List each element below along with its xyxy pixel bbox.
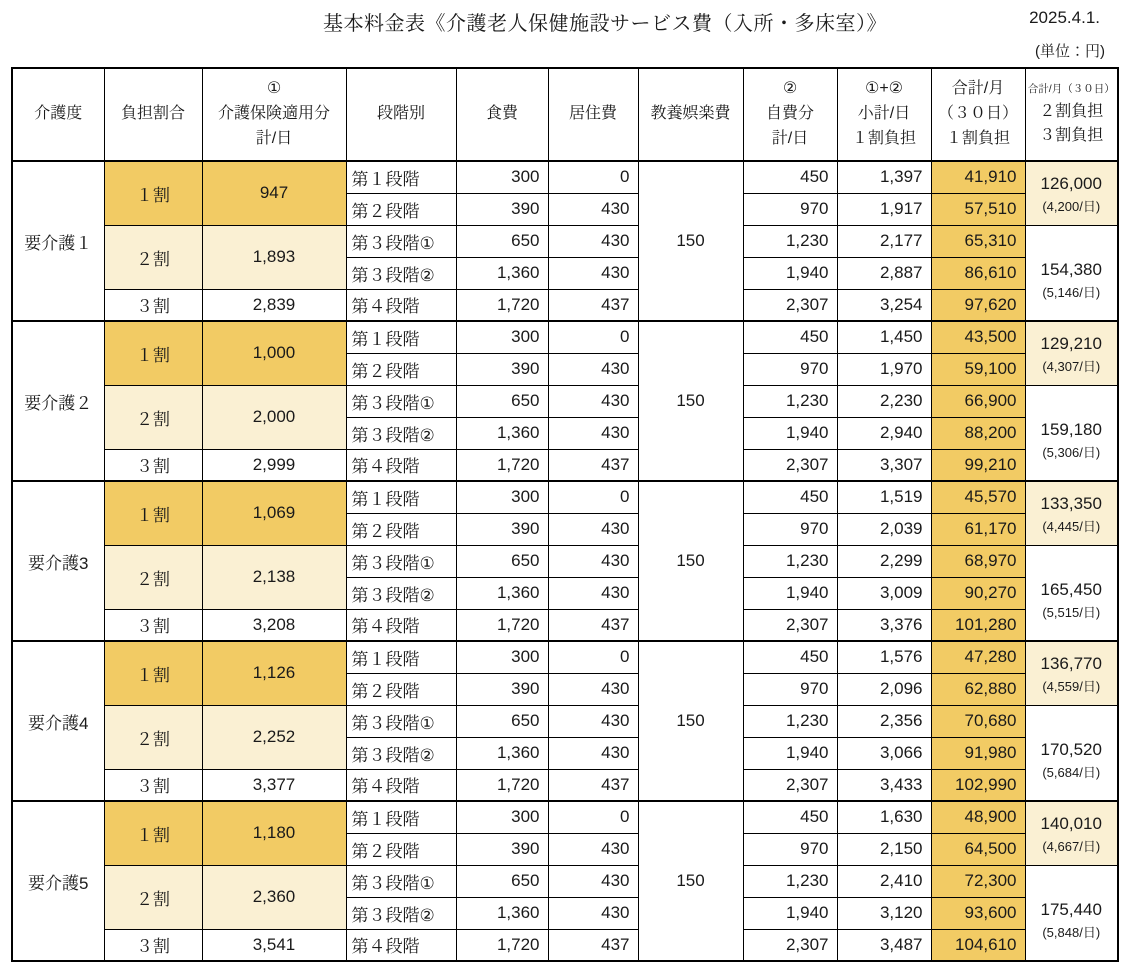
stage-cell: 第３段階① — [346, 225, 456, 257]
table-row — [12, 289, 1118, 321]
food-cost-cell: 1,720 — [456, 449, 548, 481]
stage-cell: 第１段階 — [346, 161, 456, 193]
header-row — [12, 68, 1118, 161]
monthly-total-cell: 102,990 — [931, 769, 1025, 801]
table-row — [12, 385, 1118, 417]
self-pay-cell: 1,230 — [743, 545, 837, 577]
table-row — [12, 609, 1118, 641]
self-pay-cell: 2,307 — [743, 769, 837, 801]
self-pay-cell: 970 — [743, 513, 837, 545]
subtotal-cell: 2,039 — [837, 513, 931, 545]
monthly-total-3-cell — [1025, 545, 1118, 641]
subtotal-cell: 2,096 — [837, 673, 931, 705]
monthly-total-cell: 68,970 — [931, 545, 1025, 577]
self-pay-cell: 450 — [743, 641, 837, 673]
table-row — [12, 449, 1118, 481]
monthly-total-cell: 72,300 — [931, 865, 1025, 897]
food-cost-cell: 650 — [456, 545, 548, 577]
monthly-total-cell: 93,600 — [931, 897, 1025, 929]
table-row — [12, 481, 1118, 513]
col-header-monthly-line2: （３０日） — [937, 105, 1018, 123]
col-header-monthly23-line2: ２割負担 — [1039, 102, 1104, 120]
stage-cell: 第１段階 — [346, 321, 456, 353]
monthly-amount: 129,210 — [1040, 333, 1102, 353]
food-cost-cell: 390 — [456, 513, 548, 545]
monthly-amount: 154,380 — [1040, 259, 1102, 279]
self-pay-cell: 450 — [743, 801, 837, 833]
self-pay-cell: 1,230 — [743, 865, 837, 897]
col-header-residence: 居住費 — [548, 68, 638, 161]
burden-ratio-cell: ２割 — [104, 865, 202, 929]
self-pay-cell: 450 — [743, 161, 837, 193]
subtotal-cell: 3,376 — [837, 609, 931, 641]
food-cost-cell: 390 — [456, 833, 548, 865]
self-pay-cell: 450 — [743, 481, 837, 513]
residence-cost-cell: 437 — [548, 289, 638, 321]
stage-cell: 第２段階 — [346, 833, 456, 865]
insurance-amount-cell: 3,377 — [202, 769, 346, 801]
subtotal-cell: 1,450 — [837, 321, 931, 353]
stage-cell: 第３段階② — [346, 417, 456, 449]
subtotal-cell: 3,254 — [837, 289, 931, 321]
insurance-amount-cell: 1,126 — [202, 641, 346, 705]
self-pay-cell: 1,940 — [743, 897, 837, 929]
burden-ratio-cell: ３割 — [104, 289, 202, 321]
col-header-insurance-line3: 計/日 — [255, 129, 293, 147]
insurance-amount-cell: 1,000 — [202, 321, 346, 385]
stage-cell: 第３段階① — [346, 865, 456, 897]
monthly-total-cell: 41,910 — [931, 161, 1025, 193]
care-level-cell: 要介護4 — [12, 641, 104, 801]
care-level-cell: 要介護１ — [12, 161, 104, 321]
subtotal-cell: 2,887 — [837, 257, 931, 289]
residence-cost-cell: 430 — [548, 225, 638, 257]
residence-cost-cell: 0 — [548, 161, 638, 193]
stage-cell: 第２段階 — [346, 353, 456, 385]
residence-cost-cell: 437 — [548, 929, 638, 961]
monthly-total-2-cell — [1025, 481, 1118, 545]
per-day-amount: (4,559/日) — [1042, 679, 1101, 695]
residence-cost-cell: 430 — [548, 577, 638, 609]
residence-cost-cell: 0 — [548, 801, 638, 833]
monthly-total-cell: 61,170 — [931, 513, 1025, 545]
table-row — [12, 545, 1118, 577]
food-cost-cell: 390 — [456, 353, 548, 385]
col-header-recreation: 教養娯楽費 — [638, 68, 743, 161]
self-pay-cell: 1,230 — [743, 385, 837, 417]
monthly-total-cell: 66,900 — [931, 385, 1025, 417]
food-cost-cell: 1,720 — [456, 769, 548, 801]
monthly-total-cell: 45,570 — [931, 481, 1025, 513]
residence-cost-cell: 430 — [548, 865, 638, 897]
table-row — [12, 225, 1118, 257]
stage-cell: 第４段階 — [346, 609, 456, 641]
self-pay-cell: 1,940 — [743, 577, 837, 609]
table-row — [12, 705, 1118, 737]
residence-cost-cell: 0 — [548, 321, 638, 353]
subtotal-cell: 1,576 — [837, 641, 931, 673]
recreation-cost-cell: 150 — [638, 641, 743, 801]
food-cost-cell: 650 — [456, 865, 548, 897]
monthly-total-2-cell — [1025, 161, 1118, 225]
burden-ratio-cell: ２割 — [104, 385, 202, 449]
insurance-amount-cell: 1,893 — [202, 225, 346, 289]
table-row — [12, 321, 1118, 353]
subtotal-cell: 2,410 — [837, 865, 931, 897]
residence-cost-cell: 430 — [548, 833, 638, 865]
subtotal-cell: 3,307 — [837, 449, 931, 481]
col-header-food: 食費 — [456, 68, 548, 161]
subtotal-cell: 1,970 — [837, 353, 931, 385]
subtotal-cell: 2,150 — [837, 833, 931, 865]
page-title: 基本料金表《介護老人保健施設サービス費（入所・多床室）》 — [323, 13, 887, 35]
food-cost-cell: 1,360 — [456, 897, 548, 929]
care-level-cell: 要介護２ — [12, 321, 104, 481]
subtotal-cell: 3,433 — [837, 769, 931, 801]
food-cost-cell: 650 — [456, 705, 548, 737]
col-header-stage: 段階別 — [346, 68, 456, 161]
self-pay-cell: 1,940 — [743, 417, 837, 449]
burden-ratio-cell: １割 — [104, 801, 202, 865]
stage-cell: 第１段階 — [346, 641, 456, 673]
table-row — [12, 769, 1118, 801]
monthly-total-cell: 64,500 — [931, 833, 1025, 865]
monthly-amount: 159,180 — [1040, 419, 1102, 439]
food-cost-cell: 300 — [456, 481, 548, 513]
stage-cell: 第３段階① — [346, 705, 456, 737]
insurance-amount-cell: 2,839 — [202, 289, 346, 321]
col-header-subtotal-line1: ①+② — [864, 80, 904, 98]
monthly-amount: 133,350 — [1040, 493, 1102, 513]
monthly-total-cell: 43,500 — [931, 321, 1025, 353]
monthly-total-3-cell — [1025, 225, 1118, 321]
col-header-self-pay-line3: 計/日 — [771, 129, 809, 147]
col-header-monthly-total — [931, 68, 1025, 161]
col-header-insurance — [202, 68, 346, 161]
insurance-amount-cell: 3,208 — [202, 609, 346, 641]
food-cost-cell: 1,360 — [456, 417, 548, 449]
stage-cell: 第３段階② — [346, 577, 456, 609]
food-cost-cell: 650 — [456, 385, 548, 417]
stage-cell: 第３段階② — [346, 257, 456, 289]
subtotal-cell: 2,299 — [837, 545, 931, 577]
stage-cell: 第３段階① — [346, 545, 456, 577]
food-cost-cell: 1,360 — [456, 737, 548, 769]
per-day-amount: (5,306/日) — [1042, 445, 1101, 461]
per-day-amount: (5,146/日) — [1042, 285, 1101, 301]
burden-ratio-cell: ２割 — [104, 545, 202, 609]
self-pay-cell: 1,230 — [743, 225, 837, 257]
table-row — [12, 865, 1118, 897]
food-cost-cell: 1,720 — [456, 289, 548, 321]
insurance-amount-cell: 2,000 — [202, 385, 346, 449]
insurance-amount-cell: 1,069 — [202, 481, 346, 545]
burden-ratio-cell: １割 — [104, 481, 202, 545]
residence-cost-cell: 430 — [548, 513, 638, 545]
monthly-total-cell: 65,310 — [931, 225, 1025, 257]
burden-ratio-cell: ３割 — [104, 449, 202, 481]
stage-cell: 第２段階 — [346, 673, 456, 705]
subtotal-cell: 3,487 — [837, 929, 931, 961]
self-pay-cell: 450 — [743, 321, 837, 353]
burden-ratio-cell: ２割 — [104, 705, 202, 769]
stage-cell: 第４段階 — [346, 929, 456, 961]
monthly-amount: 165,450 — [1040, 579, 1102, 599]
subtotal-cell: 1,519 — [837, 481, 931, 513]
col-header-self-pay-line1: ② — [782, 80, 798, 98]
monthly-amount: 175,440 — [1040, 899, 1102, 919]
residence-cost-cell: 437 — [548, 449, 638, 481]
insurance-amount-cell: 1,180 — [202, 801, 346, 865]
monthly-total-cell: 62,880 — [931, 673, 1025, 705]
monthly-total-2-cell — [1025, 801, 1118, 865]
stage-cell: 第４段階 — [346, 449, 456, 481]
subtotal-cell: 3,066 — [837, 737, 931, 769]
monthly-total-3-cell — [1025, 385, 1118, 481]
monthly-total-2-cell — [1025, 641, 1118, 705]
burden-ratio-cell: ２割 — [104, 225, 202, 289]
per-day-amount: (5,848/日) — [1042, 925, 1101, 941]
residence-cost-cell: 430 — [548, 417, 638, 449]
col-header-subtotal-line2: 小計/日 — [857, 105, 911, 123]
subtotal-cell: 3,120 — [837, 897, 931, 929]
col-header-self-pay — [743, 68, 837, 161]
table-row — [12, 161, 1118, 193]
care-level-cell: 要介護5 — [12, 801, 104, 961]
self-pay-cell: 2,307 — [743, 929, 837, 961]
food-cost-cell: 1,720 — [456, 609, 548, 641]
monthly-total-cell: 48,900 — [931, 801, 1025, 833]
per-day-amount: (4,200/日) — [1042, 199, 1101, 215]
unit-note: (単位：円) — [1035, 43, 1105, 60]
insurance-amount-cell: 2,252 — [202, 705, 346, 769]
effective-date: 2025.4.1. — [1029, 8, 1100, 27]
subtotal-cell: 1,397 — [837, 161, 931, 193]
col-header-self-pay-line2: 自費分 — [765, 105, 814, 123]
residence-cost-cell: 430 — [548, 353, 638, 385]
page-header — [0, 0, 1128, 67]
food-cost-cell: 1,360 — [456, 257, 548, 289]
burden-ratio-cell: ３割 — [104, 609, 202, 641]
residence-cost-cell: 430 — [548, 193, 638, 225]
monthly-total-2-cell — [1025, 321, 1118, 385]
insurance-amount-cell: 3,541 — [202, 929, 346, 961]
burden-ratio-cell: ３割 — [104, 929, 202, 961]
per-day-amount: (5,684/日) — [1042, 765, 1101, 781]
monthly-amount: 170,520 — [1040, 739, 1102, 759]
burden-ratio-cell: １割 — [104, 321, 202, 385]
col-header-subtotal-line3: １割負担 — [851, 129, 916, 147]
stage-cell: 第１段階 — [346, 481, 456, 513]
residence-cost-cell: 430 — [548, 545, 638, 577]
insurance-amount-cell: 2,138 — [202, 545, 346, 609]
stage-cell: 第２段階 — [346, 193, 456, 225]
stage-cell: 第１段階 — [346, 801, 456, 833]
recreation-cost-cell: 150 — [638, 481, 743, 641]
stage-cell: 第４段階 — [346, 769, 456, 801]
subtotal-cell: 1,917 — [837, 193, 931, 225]
self-pay-cell: 970 — [743, 193, 837, 225]
monthly-total-cell: 101,280 — [931, 609, 1025, 641]
self-pay-cell: 2,307 — [743, 289, 837, 321]
stage-cell: 第４段階 — [346, 289, 456, 321]
monthly-amount: 126,000 — [1040, 173, 1102, 193]
recreation-cost-cell: 150 — [638, 161, 743, 321]
food-cost-cell: 300 — [456, 641, 548, 673]
monthly-total-cell: 88,200 — [931, 417, 1025, 449]
col-header-monthly23-line3: ３割負担 — [1039, 127, 1104, 145]
col-header-monthly-line3: １割負担 — [945, 129, 1010, 147]
residence-cost-cell: 430 — [548, 705, 638, 737]
residence-cost-cell: 430 — [548, 257, 638, 289]
food-cost-cell: 390 — [456, 673, 548, 705]
col-header-care-level: 介護度 — [12, 68, 104, 161]
food-cost-cell: 300 — [456, 161, 548, 193]
table-row — [12, 641, 1118, 673]
subtotal-cell: 1,630 — [837, 801, 931, 833]
monthly-amount: 140,010 — [1040, 813, 1102, 833]
care-level-cell: 要介護3 — [12, 481, 104, 641]
residence-cost-cell: 430 — [548, 385, 638, 417]
residence-cost-cell: 437 — [548, 609, 638, 641]
monthly-total-cell: 70,680 — [931, 705, 1025, 737]
fee-table — [11, 67, 1119, 962]
food-cost-cell: 1,360 — [456, 577, 548, 609]
insurance-amount-cell: 2,360 — [202, 865, 346, 929]
col-header-burden-ratio: 負担割合 — [104, 68, 202, 161]
stage-cell: 第３段階① — [346, 385, 456, 417]
monthly-total-3-cell — [1025, 705, 1118, 801]
monthly-total-cell: 59,100 — [931, 353, 1025, 385]
monthly-total-cell: 91,980 — [931, 737, 1025, 769]
per-day-amount: (5,515/日) — [1042, 605, 1101, 621]
monthly-total-cell: 99,210 — [931, 449, 1025, 481]
stage-cell: 第３段階② — [346, 897, 456, 929]
col-header-subtotal — [837, 68, 931, 161]
food-cost-cell: 300 — [456, 321, 548, 353]
subtotal-cell: 2,230 — [837, 385, 931, 417]
subtotal-cell: 2,940 — [837, 417, 931, 449]
col-header-monthly-line1: 合計/月 — [951, 80, 1005, 98]
monthly-total-3-cell — [1025, 865, 1118, 961]
monthly-amount: 136,770 — [1040, 653, 1102, 673]
residence-cost-cell: 0 — [548, 481, 638, 513]
monthly-total-cell: 97,620 — [931, 289, 1025, 321]
burden-ratio-cell: １割 — [104, 161, 202, 225]
food-cost-cell: 390 — [456, 193, 548, 225]
self-pay-cell: 2,307 — [743, 609, 837, 641]
stage-cell: 第３段階② — [346, 737, 456, 769]
monthly-total-cell: 86,610 — [931, 257, 1025, 289]
table-row — [12, 929, 1118, 961]
burden-ratio-cell: １割 — [104, 641, 202, 705]
residence-cost-cell: 430 — [548, 673, 638, 705]
monthly-total-cell: 47,280 — [931, 641, 1025, 673]
food-cost-cell: 300 — [456, 801, 548, 833]
subtotal-cell: 3,009 — [837, 577, 931, 609]
food-cost-cell: 650 — [456, 225, 548, 257]
residence-cost-cell: 0 — [548, 641, 638, 673]
food-cost-cell: 1,720 — [456, 929, 548, 961]
self-pay-cell: 2,307 — [743, 449, 837, 481]
self-pay-cell: 970 — [743, 673, 837, 705]
recreation-cost-cell: 150 — [638, 801, 743, 961]
insurance-amount-cell: 2,999 — [202, 449, 346, 481]
monthly-total-cell: 57,510 — [931, 193, 1025, 225]
recreation-cost-cell: 150 — [638, 321, 743, 481]
col-header-monthly23-line1: 合計/月（３０日） — [1027, 82, 1115, 95]
self-pay-cell: 1,940 — [743, 737, 837, 769]
monthly-total-cell: 104,610 — [931, 929, 1025, 961]
self-pay-cell: 970 — [743, 353, 837, 385]
residence-cost-cell: 437 — [548, 769, 638, 801]
self-pay-cell: 1,940 — [743, 257, 837, 289]
stage-cell: 第２段階 — [346, 513, 456, 545]
col-header-monthly-total-23 — [1025, 68, 1118, 161]
table-row — [12, 801, 1118, 833]
self-pay-cell: 1,230 — [743, 705, 837, 737]
residence-cost-cell: 430 — [548, 897, 638, 929]
per-day-amount: (4,307/日) — [1042, 359, 1101, 375]
self-pay-cell: 970 — [743, 833, 837, 865]
per-day-amount: (4,667/日) — [1042, 839, 1101, 855]
burden-ratio-cell: ３割 — [104, 769, 202, 801]
monthly-total-cell: 90,270 — [931, 577, 1025, 609]
residence-cost-cell: 430 — [548, 737, 638, 769]
col-header-insurance-line2: 介護保険適用分 — [217, 105, 330, 123]
insurance-amount-cell: 947 — [202, 161, 346, 225]
subtotal-cell: 2,356 — [837, 705, 931, 737]
col-header-insurance-line1: ① — [266, 80, 282, 98]
subtotal-cell: 2,177 — [837, 225, 931, 257]
per-day-amount: (4,445/日) — [1042, 519, 1101, 535]
